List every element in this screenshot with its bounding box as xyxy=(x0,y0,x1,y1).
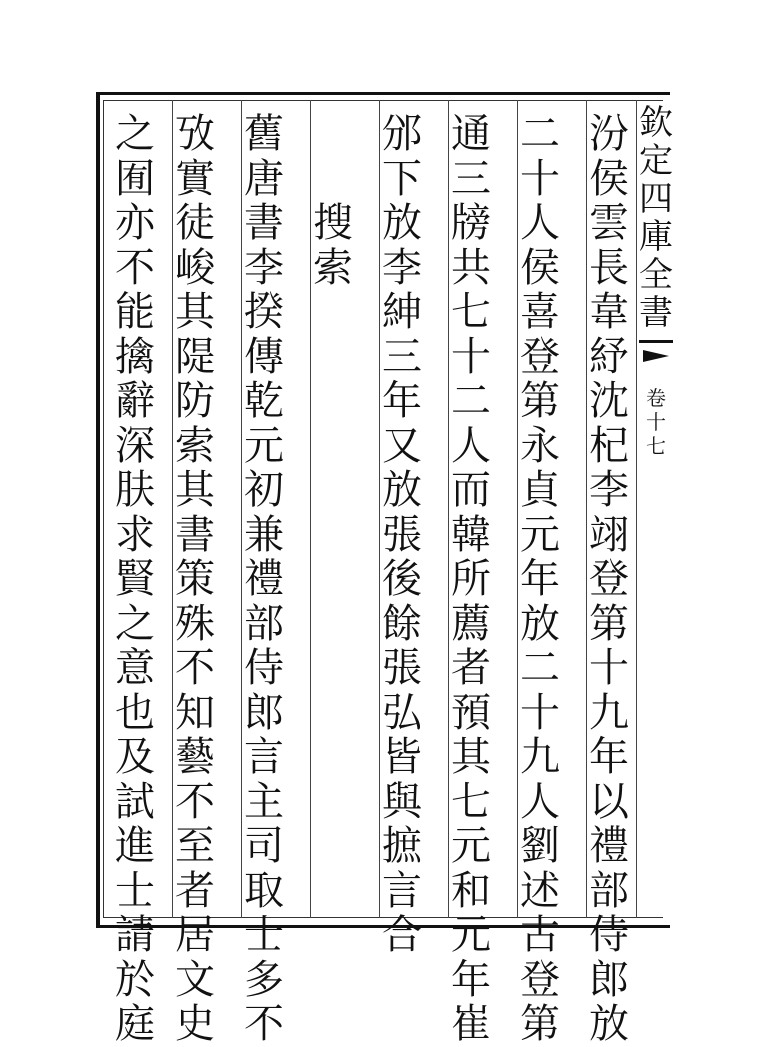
text-char: 汾 xyxy=(589,111,629,157)
text-char: 攷 xyxy=(175,111,215,157)
text-char: 者 xyxy=(451,645,491,691)
text-char: 邠 xyxy=(382,111,422,157)
text-char: 貞 xyxy=(520,467,560,513)
text-char: 又 xyxy=(382,422,422,469)
text-char: 年 xyxy=(382,378,422,424)
text-char: 三 xyxy=(382,333,422,380)
text-char: 摭 xyxy=(382,823,422,869)
text-char: 其 xyxy=(175,467,215,513)
text-char: 進 xyxy=(115,823,155,869)
text-char: 永 xyxy=(520,422,560,469)
page-margin-column xyxy=(636,104,676,458)
text-char: 李 xyxy=(382,244,422,291)
text-char: 士 xyxy=(115,867,155,914)
text-column xyxy=(166,112,224,1047)
text-char: 於 xyxy=(115,956,155,1003)
text-char: 登 xyxy=(589,556,629,602)
text-char: 不 xyxy=(175,645,215,691)
text-char: 侯 xyxy=(589,155,629,202)
text-char: 紓 xyxy=(589,333,629,380)
text-char: 崔 xyxy=(451,1001,491,1047)
text-char: 及 xyxy=(115,734,155,780)
text-char: 徒 xyxy=(175,200,215,246)
text-char: 辭 xyxy=(115,378,155,424)
text-char: 實 xyxy=(175,155,215,202)
text-char: 李 xyxy=(589,467,629,513)
text-char: 請 xyxy=(115,912,155,958)
title-char: 欽 xyxy=(639,103,673,143)
text-char: 殊 xyxy=(175,600,215,647)
text-char: 九 xyxy=(520,734,560,780)
text-char: 文 xyxy=(175,956,215,1003)
text-char: 年 xyxy=(451,956,491,1003)
text-char: 部 xyxy=(589,867,629,914)
text-char: 長 xyxy=(589,244,629,291)
text-char: 禮 xyxy=(589,823,629,869)
text-char: 肤 xyxy=(115,467,155,513)
text-char: 二 xyxy=(520,111,560,157)
title-char: 四 xyxy=(639,179,673,219)
text-char: 翊 xyxy=(589,511,629,558)
text-char: 劉 xyxy=(520,823,560,869)
text-char: 峻 xyxy=(175,244,215,291)
text-char: 防 xyxy=(175,378,215,424)
text-char: 弘 xyxy=(382,689,422,736)
text-char: 索 xyxy=(175,422,215,469)
text-char: 年 xyxy=(589,734,629,780)
text-char: 庭 xyxy=(115,1001,155,1047)
text-char: 餘 xyxy=(382,600,422,647)
text-char: 二 xyxy=(520,645,560,691)
text-char: 杞 xyxy=(589,422,629,469)
text-char: 其 xyxy=(451,734,491,780)
text-char: 禮 xyxy=(244,556,284,602)
text-char: 初 xyxy=(244,467,284,513)
text-char: 藝 xyxy=(175,734,215,780)
text-char: 第 xyxy=(589,600,629,647)
text-char: 年 xyxy=(520,556,560,602)
text-char: 郎 xyxy=(244,689,284,736)
text-char: 後 xyxy=(382,556,422,602)
text-char: 登 xyxy=(520,333,560,380)
text-char: 共 xyxy=(451,244,491,291)
volume-char: 十 xyxy=(646,410,666,434)
text-char: 元 xyxy=(451,912,491,958)
text-char: 薦 xyxy=(451,600,491,647)
volume-char: 卷 xyxy=(646,386,666,410)
text-char: 十 xyxy=(520,155,560,202)
text-char: 放 xyxy=(382,200,422,246)
text-char: 者 xyxy=(175,867,215,914)
text-char xyxy=(304,112,362,157)
text-char: 不 xyxy=(244,1001,284,1047)
text-char: 古 xyxy=(520,912,560,958)
text-column xyxy=(442,112,500,1047)
text-char: 以 xyxy=(589,778,629,825)
text-char: 深 xyxy=(115,422,155,469)
text-char: 牓 xyxy=(451,200,491,246)
text-column xyxy=(511,112,569,1047)
text-char: 十 xyxy=(589,645,629,691)
text-char: 放 xyxy=(589,1001,629,1047)
text-char: 而 xyxy=(451,467,491,513)
text-char: 擒 xyxy=(115,333,155,380)
text-char: 郎 xyxy=(589,956,629,1003)
text-char: 韋 xyxy=(589,289,629,335)
text-char: 第 xyxy=(520,378,560,424)
text-char: 喜 xyxy=(520,289,560,335)
text-char: 放 xyxy=(520,600,560,647)
text-char: 唐 xyxy=(244,155,284,202)
text-char: 搜 xyxy=(313,200,353,246)
text-char: 知 xyxy=(175,689,215,736)
text-char: 預 xyxy=(451,689,491,736)
volume-label xyxy=(636,386,676,458)
text-char: 通 xyxy=(451,111,491,157)
text-char: 主 xyxy=(244,778,284,825)
text-char: 不 xyxy=(115,244,155,291)
text-char: 皆 xyxy=(382,734,422,780)
text-char: 七 xyxy=(451,778,491,825)
text-char: 傳 xyxy=(244,333,284,380)
text-char: 與 xyxy=(382,778,422,825)
text-char: 舊 xyxy=(244,111,284,157)
text-column xyxy=(580,112,638,1047)
text-char: 人 xyxy=(520,200,560,246)
text-char: 元 xyxy=(244,422,284,469)
text-char: 第 xyxy=(520,1001,560,1047)
text-char: 紳 xyxy=(382,289,422,335)
text-char: 雲 xyxy=(589,200,629,246)
text-char: 和 xyxy=(451,867,491,914)
text-char: 之 xyxy=(115,111,155,157)
text-char: 二 xyxy=(451,378,491,424)
text-char: 至 xyxy=(175,823,215,869)
text-char: 侍 xyxy=(589,912,629,958)
text-char: 意 xyxy=(115,645,155,691)
text-char: 下 xyxy=(382,155,422,202)
text-char: 張 xyxy=(382,645,422,691)
text-char: 試 xyxy=(115,778,155,825)
text-char: 不 xyxy=(175,778,215,825)
text-char: 李 xyxy=(244,244,284,291)
text-char: 所 xyxy=(451,556,491,602)
text-char: 人 xyxy=(451,422,491,469)
text-char: 史 xyxy=(175,1001,215,1047)
text-char: 揆 xyxy=(244,289,284,335)
text-char: 也 xyxy=(115,689,155,736)
text-char: 七 xyxy=(451,289,491,335)
text-char: 索 xyxy=(313,244,353,291)
text-char: 囿 xyxy=(115,155,155,202)
title-char: 庫 xyxy=(639,217,673,257)
text-char: 元 xyxy=(520,511,560,558)
text-char: 侯 xyxy=(520,244,560,291)
text-char: 沈 xyxy=(589,378,629,424)
text-column xyxy=(373,112,431,958)
text-char: 亦 xyxy=(115,200,155,246)
text-column xyxy=(106,112,164,1047)
text-char: 書 xyxy=(244,200,284,246)
text-char: 策 xyxy=(175,556,215,602)
text-char: 十 xyxy=(451,333,491,380)
text-char: 乾 xyxy=(244,378,284,424)
text-char: 韓 xyxy=(451,511,491,558)
text-char: 述 xyxy=(520,867,560,914)
text-char: 其 xyxy=(175,289,215,335)
text-char: 十 xyxy=(520,689,560,736)
fish-tail-mark-icon xyxy=(639,340,673,370)
title-char: 定 xyxy=(639,141,673,181)
text-char: 居 xyxy=(175,912,215,958)
heading-column xyxy=(304,112,362,290)
book-title xyxy=(636,104,676,332)
text-char: 合 xyxy=(382,912,422,958)
text-char: 之 xyxy=(115,600,155,647)
volume-char: 七 xyxy=(646,434,666,458)
text-char: 元 xyxy=(451,823,491,869)
text-char: 登 xyxy=(520,956,560,1003)
text-char: 書 xyxy=(175,511,215,558)
text-column xyxy=(235,112,293,1047)
title-char: 全 xyxy=(639,255,673,295)
text-char: 取 xyxy=(244,867,284,914)
text-char: 張 xyxy=(382,511,422,558)
text-char: 三 xyxy=(451,155,491,202)
text-char: 九 xyxy=(589,689,629,736)
text-char: 人 xyxy=(520,778,560,825)
text-char: 隄 xyxy=(175,333,215,380)
text-char: 能 xyxy=(115,289,155,335)
text-char: 兼 xyxy=(244,511,284,558)
text-char: 部 xyxy=(244,600,284,647)
text-char: 言 xyxy=(382,867,422,914)
title-char: 書 xyxy=(639,293,673,333)
text-char: 賢 xyxy=(115,556,155,602)
text-char: 言 xyxy=(244,734,284,780)
text-char: 司 xyxy=(244,823,284,869)
text-char: 放 xyxy=(382,467,422,513)
text-char: 求 xyxy=(115,511,155,558)
text-char: 侍 xyxy=(244,645,284,691)
text-char: 士 xyxy=(244,912,284,958)
text-char xyxy=(304,157,362,202)
text-char: 多 xyxy=(244,956,284,1003)
